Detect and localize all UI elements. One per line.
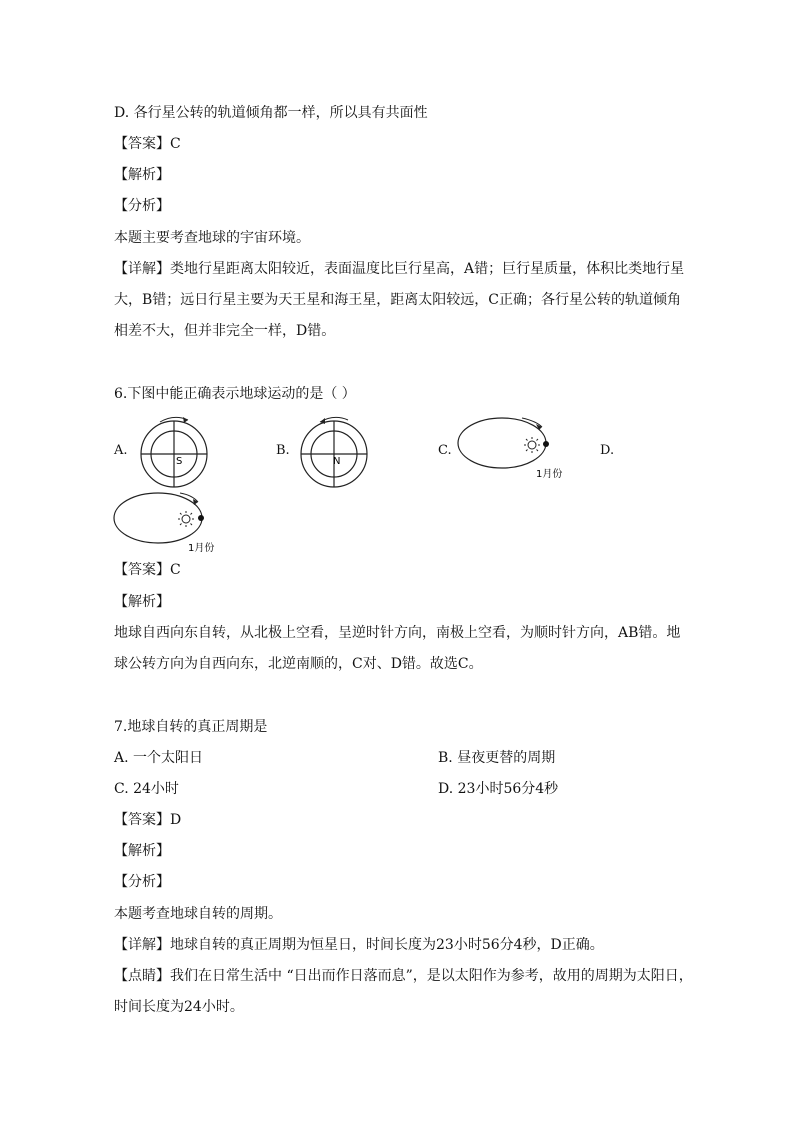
q7-jiexi-heading: 【解析】 — [114, 843, 170, 859]
q5-fenxi-heading: 【分析】 — [114, 198, 170, 214]
q6-answer: 【答案】C — [114, 562, 181, 578]
fig-d-caption: 1月份 — [188, 543, 215, 554]
q7-option-a: A. 一个太阳日 — [114, 750, 204, 766]
q6-explain-line-2: 球公转方向为自西向东，北逆南顺的，C对、D错。故选C。 — [114, 656, 483, 672]
fig-c-caption: 1月份 — [536, 469, 563, 480]
q7-dianjing-line-2: 时间长度为24小时。 — [114, 999, 244, 1015]
q7-answer: 【答案】D — [114, 812, 182, 828]
q5-answer: 【答案】C — [114, 136, 181, 152]
q7-option-b: B. 昼夜更替的周期 — [438, 750, 556, 766]
q6-figure-a — [138, 416, 210, 490]
q7-fenxi-text: 本题考查地球自转的周期。 — [114, 906, 282, 922]
q5-detail-line-3: 相差不大，但并非完全一样，D错。 — [114, 323, 336, 339]
fig-b-pole-label: N — [333, 456, 341, 467]
q5-jiexi-heading: 【解析】 — [114, 167, 170, 183]
q5-option-d: D. 各行星公转的轨道倾角都一样，所以具有共面性 — [114, 105, 428, 121]
q6-option-b-label: B. — [276, 443, 290, 458]
q6-jiexi-heading: 【解析】 — [114, 594, 170, 610]
q6-figure-d — [112, 490, 232, 556]
q5-detail-line-1: 【详解】类地行星距离太阳较近，表面温度比巨行星高，A错；巨行星质量，体积比类地行星 — [114, 261, 685, 277]
q5-detail-line-2: 大，B错；远日行星主要为天王星和海王星，距离太阳较远，C正确；各行星公转的轨道倾角 — [114, 292, 681, 308]
q6-question: 6.下图中能正确表示地球运动的是（ ） — [114, 386, 356, 402]
fig-a-pole-label: S — [176, 456, 183, 467]
q5-fenxi-text: 本题主要考查地球的宇宙环境。 — [114, 230, 310, 246]
q6-option-d-label: D. — [600, 443, 615, 458]
q6-figure-b — [298, 416, 370, 490]
q7-option-d: D. 23小时56分4秒 — [438, 781, 559, 797]
q7-option-c: C. 24小时 — [114, 781, 179, 797]
q7-dianjing-line-1: 【点睛】我们在日常生活中 “日出而作日落而息”，是以太阳作为参考，故用的周期为太阳日， — [114, 968, 693, 984]
q7-question: 7.地球自转的真正周期是 — [114, 719, 268, 735]
q6-explain-line-1: 地球自西向东自转，从北极上空看，呈逆时针方向，南极上空看，为顺时针方向，AB错。地 — [114, 625, 681, 641]
q6-option-a-label: A. — [114, 443, 128, 458]
q6-figure-c — [456, 414, 576, 484]
q7-fenxi-heading: 【分析】 — [114, 874, 170, 890]
q7-detail: 【详解】地球自转的真正周期为恒星日，时间长度为23小时56分4秒，D正确。 — [114, 937, 604, 953]
q6-option-c-label: C. — [438, 443, 452, 458]
